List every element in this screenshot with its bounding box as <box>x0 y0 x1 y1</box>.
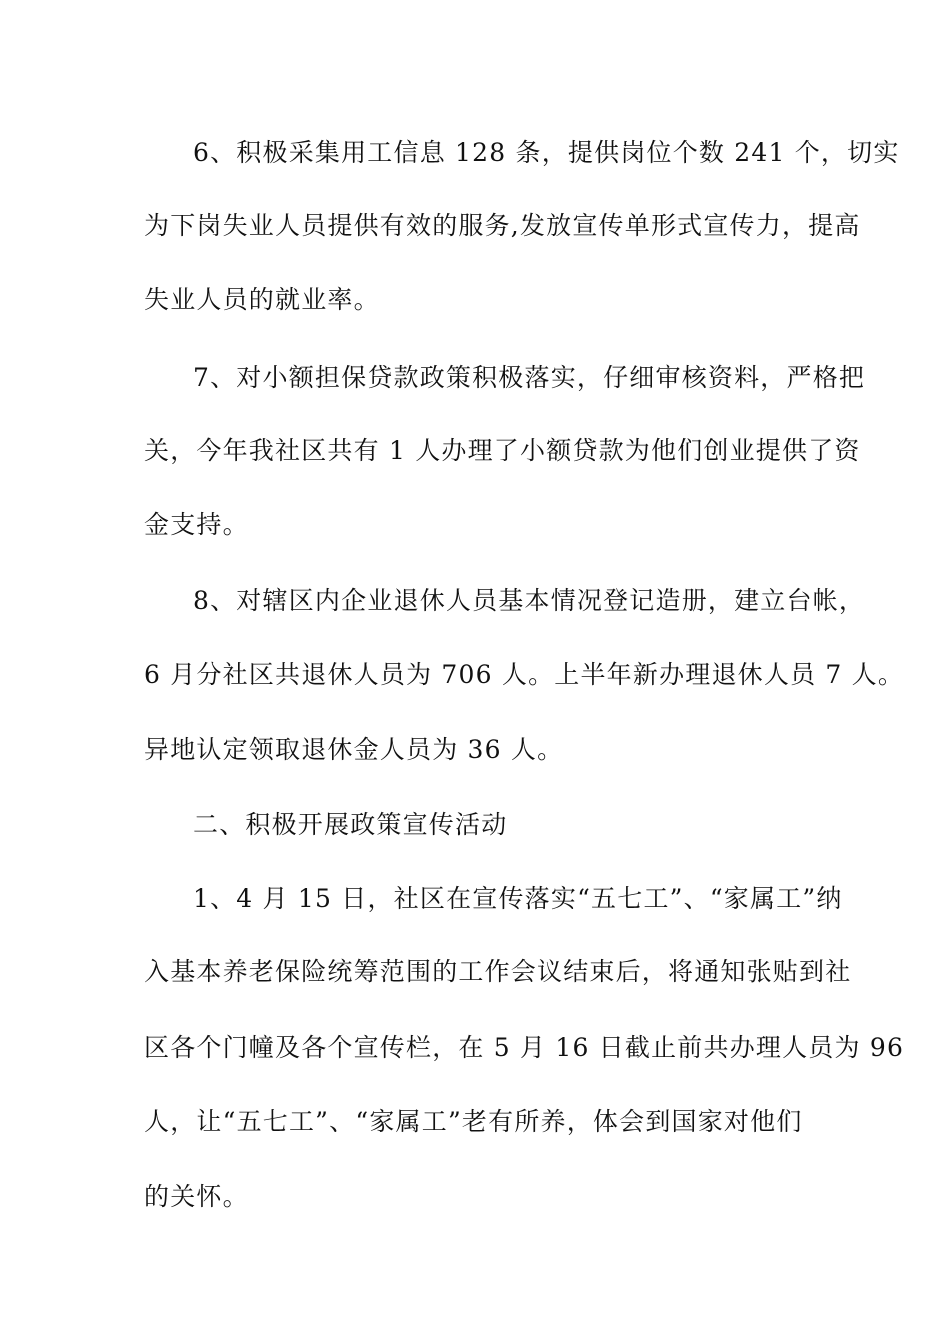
item-7-line-2: 关，今年我社区共有 1 人办理了小额贷款为他们创业提供了资 <box>144 436 861 465</box>
item-8-line-1: 8、对辖区内企业退休人员基本情况登记造册，建立台帐， <box>193 586 866 615</box>
section-heading: 二、积极开展政策宣传活动 <box>193 810 508 839</box>
item-1-line-4: 人，让“五七工”、“家属工”老有所养，体会到国家对他们 <box>144 1107 803 1136</box>
item-8-line-3: 异地认定领取退休金人员为 36 人。 <box>144 735 564 764</box>
item-6-line-3: 失业人员的就业率。 <box>144 285 380 314</box>
item-1-line-2: 入基本养老保险统筹范围的工作会议结束后，将通知张贴到社 <box>144 957 852 986</box>
item-7-line-1: 7、对小额担保贷款政策积极落实，仔细审核资料，严格把 <box>193 363 866 392</box>
item-1-line-1: 1、4 月 15 日，社区在宣传落实“五七工”、“家属工”纳 <box>193 884 843 913</box>
item-1-line-3: 区各个门幢及各个宣传栏，在 5 月 16 日截止前共办理人员为 96 <box>144 1033 905 1062</box>
item-6-line-2: 为下岗失业人员提供有效的服务,发放宣传单形式宣传力，提高 <box>144 211 861 240</box>
item-7-line-3: 金支持。 <box>144 510 249 539</box>
item-6-line-1: 6、积极采集用工信息 128 条，提供岗位个数 241 个，切实 <box>193 138 900 167</box>
item-1-line-5: 的关怀。 <box>144 1182 249 1211</box>
item-8-line-2: 6 月分社区共退休人员为 706 人。上半年新办理退休人员 7 人。 <box>144 660 905 689</box>
